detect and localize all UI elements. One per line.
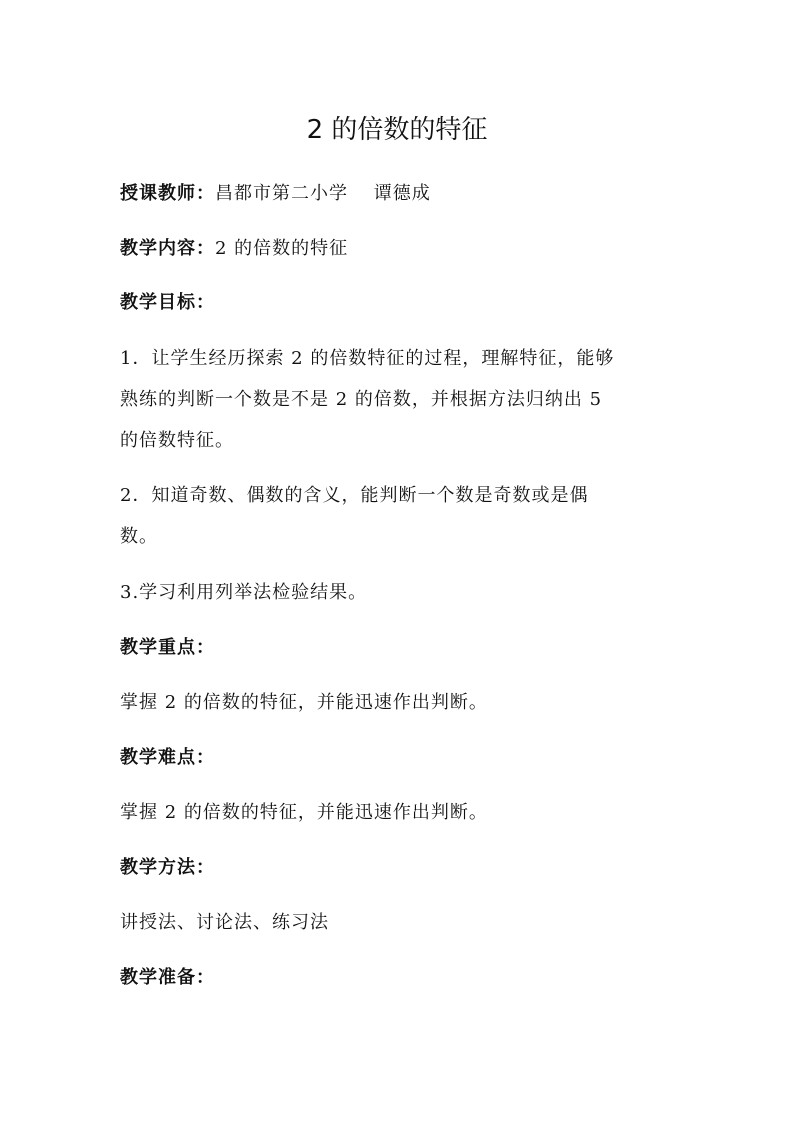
key-points-label: 教学重点： <box>120 637 215 658</box>
teacher-value: 昌都市第二小学 谭德成 <box>215 183 431 204</box>
goal-3-line-1: 3.学习利用列举法检验结果。 <box>120 582 368 603</box>
teacher-label: 授课教师： <box>120 183 215 204</box>
goal-1-line-3: 的倍数特征。 <box>120 430 234 451</box>
goal-1-line-2: 熟练的判断一个数是不是 2 的倍数，并根据方法归纳出 5 <box>120 389 603 410</box>
document-title: 2 的倍数的特征 <box>306 115 488 145</box>
preparation-label: 教学准备： <box>120 967 215 988</box>
goals-heading <box>120 289 680 317</box>
content-value: 2 的倍数的特征 <box>215 238 349 259</box>
difficulties-label: 教学难点： <box>120 747 215 768</box>
difficulties-text: 掌握 2 的倍数的特征，并能迅速作出判断。 <box>120 802 488 823</box>
goal-2-line-1: 2．知道奇数、偶数的含义，能判断一个数是奇数或是偶 <box>120 485 589 506</box>
key-points-heading <box>120 634 680 662</box>
key-points-text: 掌握 2 的倍数的特征，并能迅速作出判断。 <box>120 692 488 713</box>
methods-label: 教学方法： <box>120 857 215 878</box>
teacher-line <box>120 180 680 208</box>
methods-text: 讲授法、讨论法、练习法 <box>120 912 329 933</box>
methods-heading <box>120 854 680 882</box>
goals-label: 教学目标： <box>120 292 215 313</box>
content-label: 教学内容： <box>120 238 215 259</box>
goal-2-line-2: 数。 <box>120 526 158 547</box>
goal-1-line-1: 1．让学生经历探索 2 的倍数特征的过程，理解特征，能够 <box>120 348 615 369</box>
content-line <box>120 235 680 263</box>
preparation-heading <box>120 964 680 992</box>
difficulties-heading <box>120 744 680 772</box>
